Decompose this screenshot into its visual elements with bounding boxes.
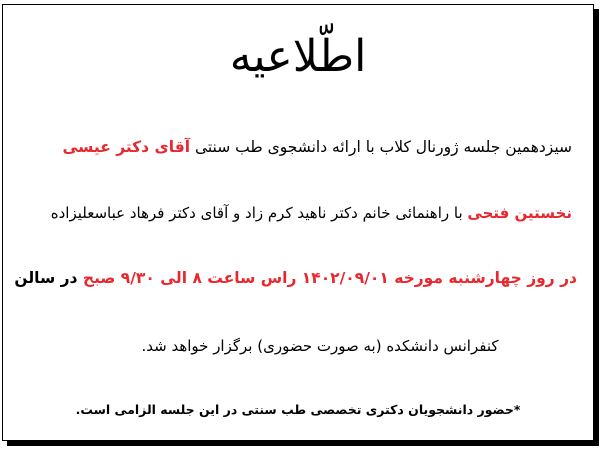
announcement-line-3 [14,267,577,289]
event-datetime: در روز چهارشنبه مورخه ۱۴۰۲/۰۹/۰۱ راس ساعت ۸ الی ۹/۳۰ صبح [82,269,577,287]
attendance-note: *حضور دانشجویان دکتری تخصصی طب سنتی در این جلسه الزامی است. [75,402,521,417]
announcement-line-2 [19,202,572,224]
presenter-name: نخستین فتحی [467,204,572,222]
announcement-line-1 [19,136,572,158]
line-3-text: در سالن [14,269,83,287]
line-1-text: سیزدهمین جلسه ژورنال کلاب با ارائه دانشجوی طب سنتی [190,138,572,156]
presenter-title: آقای دکتر عیسی [62,138,191,156]
line-2-text: با راهنمائی خانم دکتر ناهید کرم زاد و آقای دکتر فرهاد عباسعلیزاده [50,204,468,222]
line-4-text: کنفرانس دانشکده (به صورت حضوری) برگزار خواهد شد. [141,337,499,355]
announcement-frame [2,4,594,441]
announcement-line-4 [63,335,577,357]
announcement-title: اطّلاعیه [229,31,367,82]
